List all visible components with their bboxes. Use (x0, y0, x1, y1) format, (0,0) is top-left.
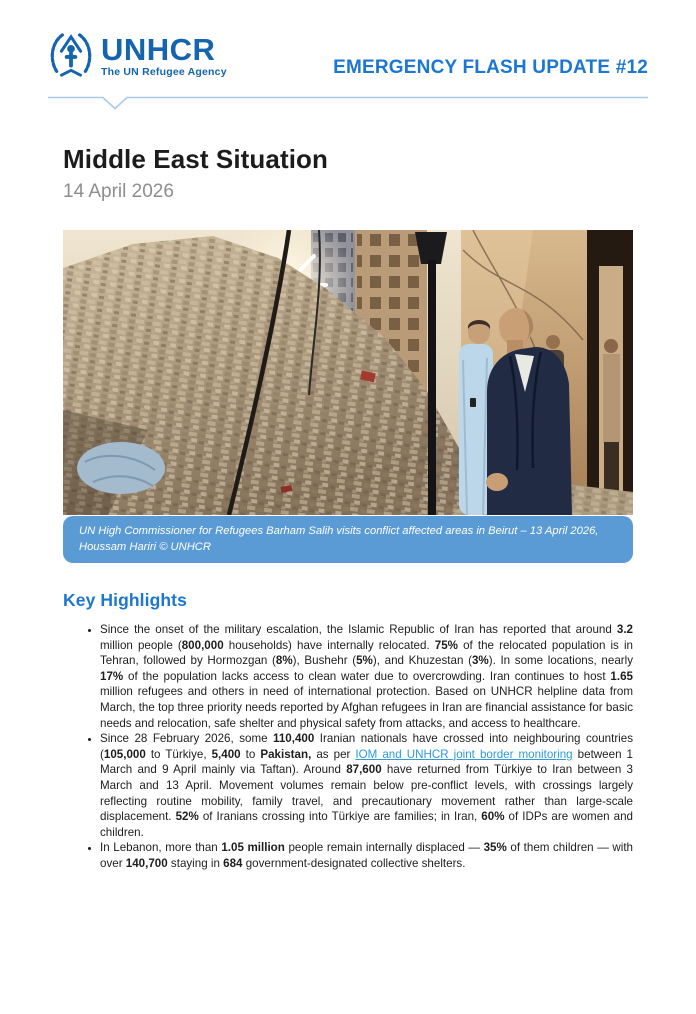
text-segment: ), and Khuzestan ( (372, 654, 472, 668)
highlight-bullet (100, 731, 633, 840)
page-title: Middle East Situation (63, 144, 329, 174)
bold-figure: 1.65 (610, 669, 633, 683)
text-segment: of the relocated population is in Tehran, followed by Hormozgan ( (100, 638, 633, 668)
report-date: 14 April 2026 (63, 180, 174, 202)
bold-figure: 1.05 million (221, 841, 285, 855)
unhcr-logo (48, 30, 227, 82)
bold-figure: Pakistan, (260, 747, 312, 761)
flash-update-page (0, 30, 696, 1014)
situation-photo (63, 230, 633, 515)
highlight-bullet (100, 622, 633, 731)
text-segment: have returned from Türkiye to Iran between 3 March and 13 April. Movement volumes remain below pre-conflict levels, with crossings largely reflecting routine mobility, family travel, and precautionary movement rather than large-scale displacement. (100, 763, 633, 824)
bold-figure: 60% (481, 810, 505, 824)
text-segment: Iranian nationals have crossed into neighbouring countries ( (100, 732, 634, 761)
bold-figure: 3% (471, 654, 489, 668)
update-label: EMERGENCY FLASH UPDATE #12 (333, 57, 648, 78)
bold-figure: 5,400 (211, 747, 241, 761)
bold-figure: 8% (275, 654, 293, 668)
text-segment: million people ( (100, 638, 182, 652)
brand-name: UNHCR (101, 32, 216, 67)
text-segment: people remain internally displaced — (284, 841, 484, 855)
situation-photo-figure (63, 230, 633, 563)
page-header (48, 30, 648, 82)
logo-text-block (101, 34, 227, 78)
key-highlights-heading: Key Highlights (63, 590, 187, 611)
text-segment: households) have internally relocated. (223, 638, 435, 652)
text-segment: of Iranians crossing into Türkiye are families; in Iran, (198, 810, 482, 824)
bold-figure: 140,700 (125, 856, 168, 870)
text-segment: million refugees and others in need of international protection. Based on UNHCR helpline data from March, the top three priority needs reported by Afghan refugees in Iran are financial assistance for basic needs and relocation, safe shelter and physical safety from attacks, and access to healthcare. (100, 685, 633, 730)
bold-figure: 75% (434, 638, 458, 652)
bold-figure: 35% (483, 841, 507, 855)
bold-figure: 105,000 (103, 747, 146, 761)
text-segment: to Türkiye, (145, 747, 212, 761)
text-segment: of the population lacks access to clean water due to overcrowding. Iran continues to host (123, 669, 611, 683)
highlights-list (63, 622, 633, 872)
bold-figure: 52% (175, 810, 199, 824)
photo-caption: UN High Commissioner for Refugees Barham Salih visits conflict affected areas in Beirut – 13 April 2026, Houssam Hariri © UNHCR (63, 516, 633, 563)
highlight-bullet (100, 840, 633, 871)
unhcr-emblem-icon (48, 30, 94, 82)
page-content (63, 145, 633, 872)
text-segment: Since the onset of the military escalation, the Islamic Republic of Iran has reported that around (100, 623, 617, 637)
text-segment: government-designated collective shelters. (242, 856, 466, 870)
text-segment: Since 28 February 2026, some (100, 732, 274, 746)
brand-tagline: The UN Refugee Agency (101, 66, 227, 78)
bold-figure: 87,600 (346, 763, 382, 777)
text-segment: between 1 March and 9 April mainly via Taftan). Around (100, 747, 633, 777)
text-segment: of them children — with over (100, 841, 633, 870)
bold-figure: 684 (223, 856, 243, 870)
text-segment: as per (311, 747, 356, 761)
text-segment: of IDPs are women and children. (100, 810, 633, 839)
inline-link[interactable]: IOM and UNHCR joint border monitoring (355, 747, 573, 761)
bold-figure: 800,000 (181, 638, 224, 652)
text-segment: In Lebanon, more than (100, 841, 222, 855)
bold-figure: 110,400 (273, 732, 315, 746)
text-segment: to (240, 747, 261, 761)
text-segment: ). In some locations, nearly (488, 654, 633, 668)
text-segment: staying in (167, 856, 224, 870)
header-divider (48, 95, 648, 111)
bold-figure: 3.2 (616, 623, 633, 637)
text-segment: ), Bushehr ( (292, 654, 357, 668)
bold-figure: 17% (100, 669, 124, 683)
bold-figure: 5% (356, 654, 373, 668)
